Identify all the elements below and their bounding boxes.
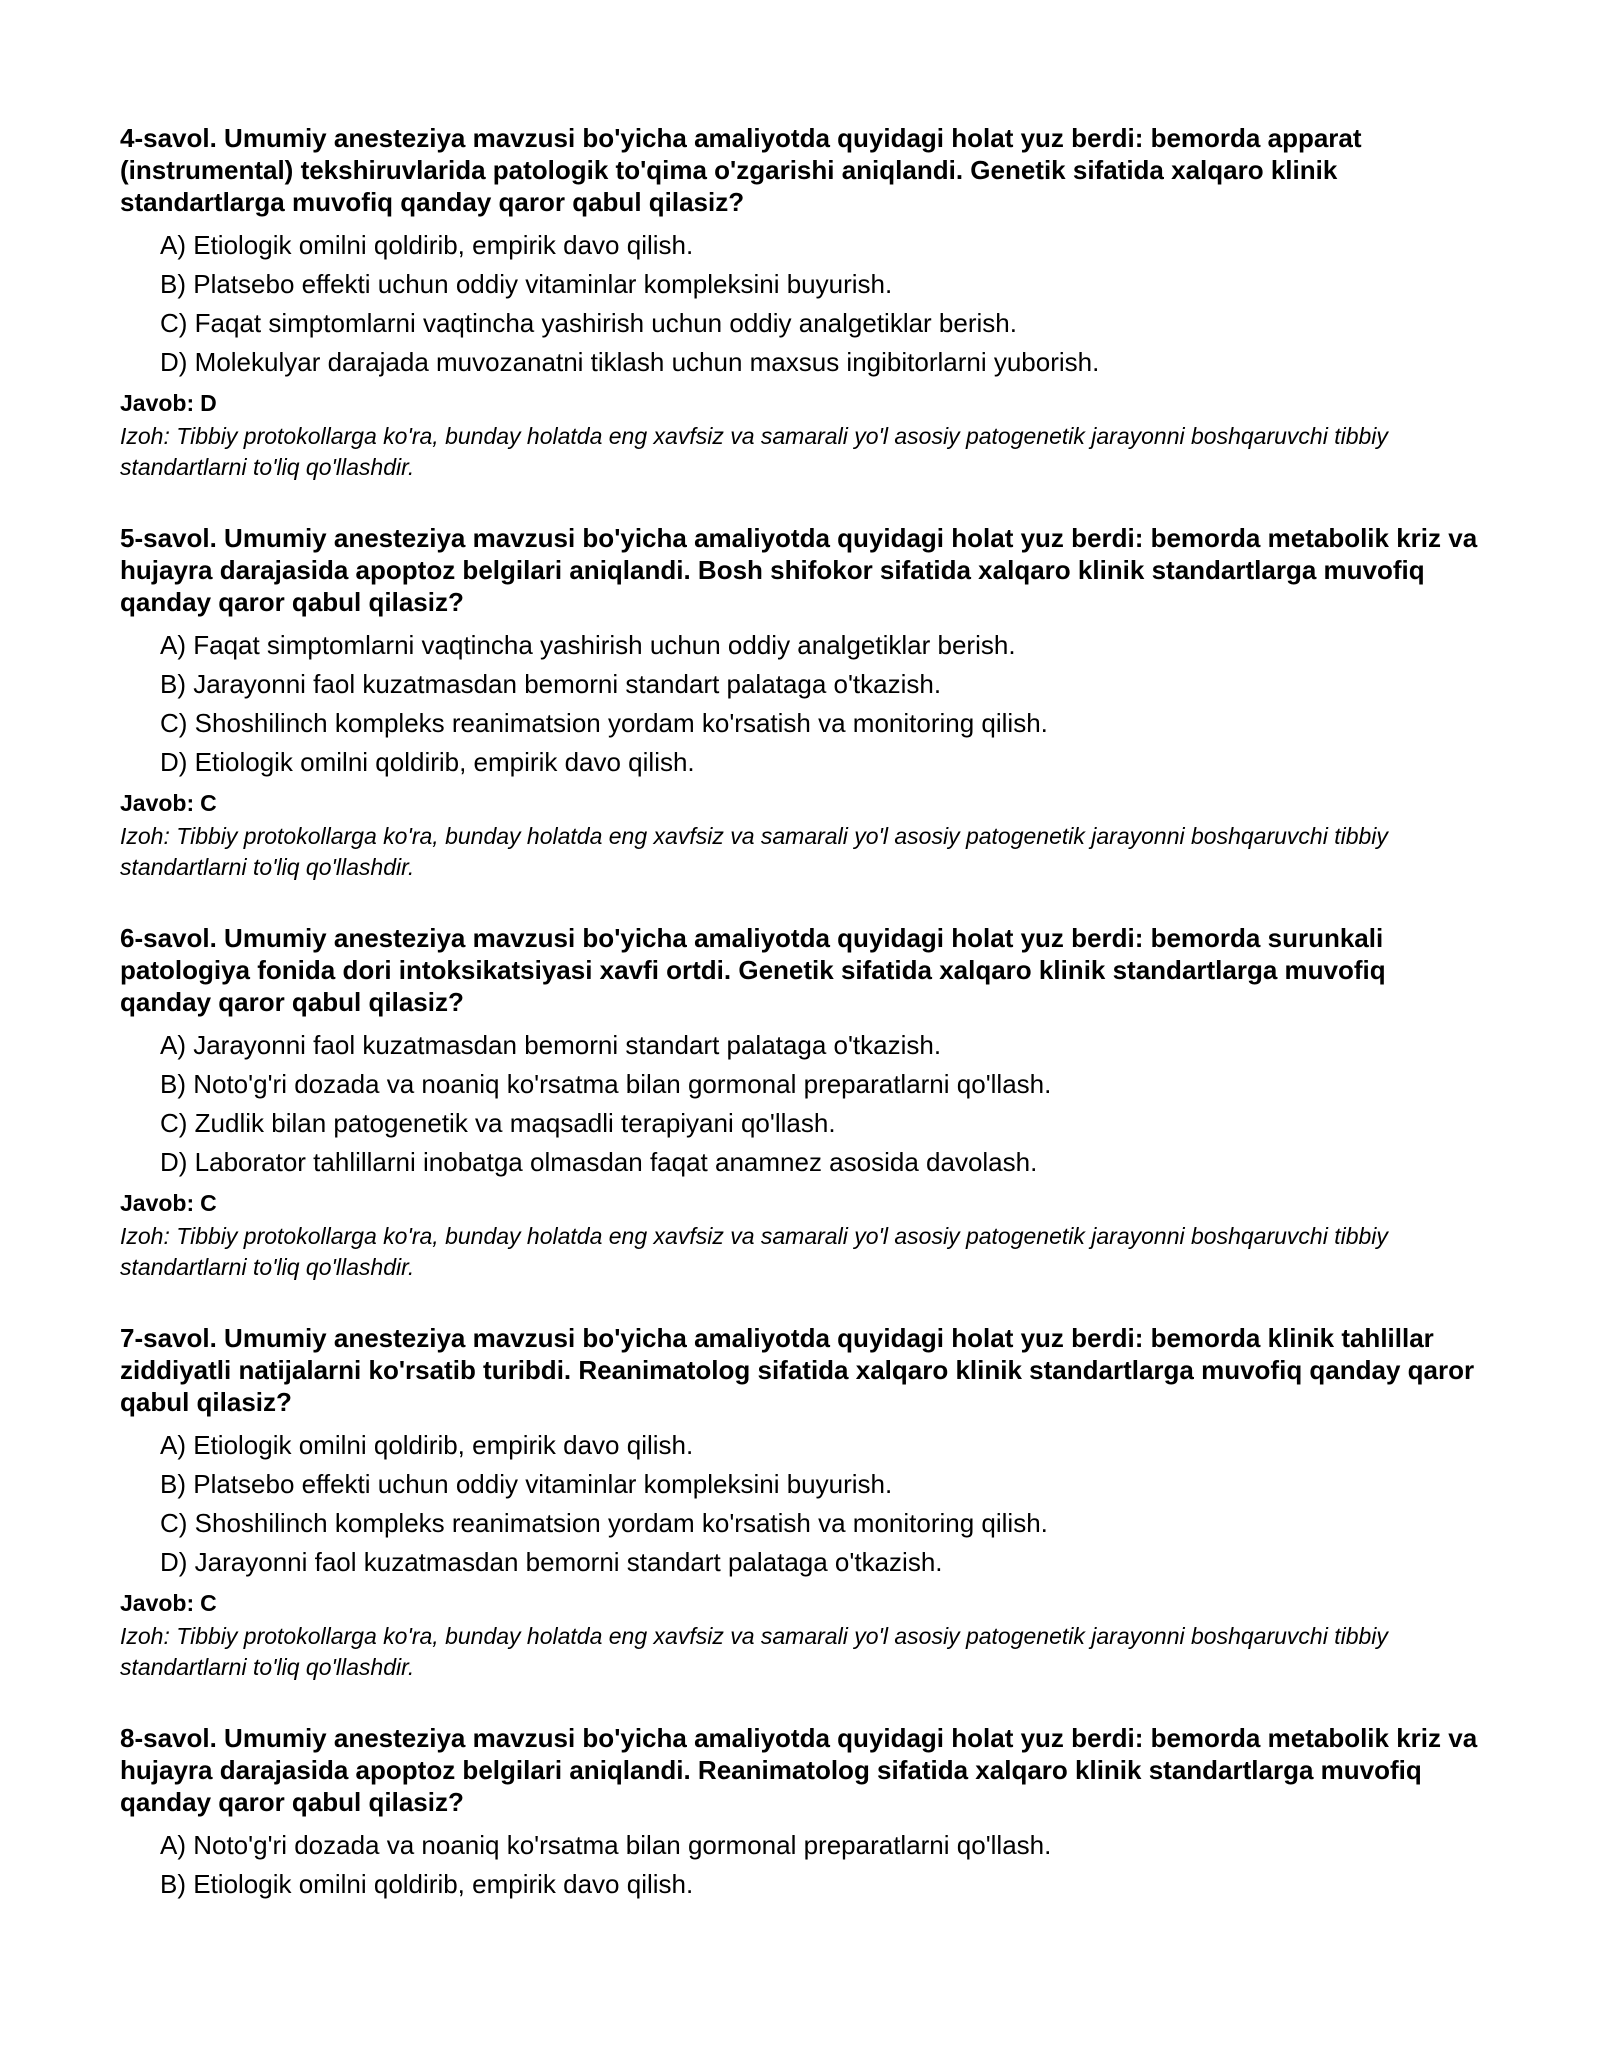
option-d: D) Jarayonni faol kuzatmasdan bemorni standart palataga o'tkazish. bbox=[160, 1547, 943, 1577]
options-list bbox=[120, 626, 1480, 782]
question-title: 6-savol. Umumiy anesteziya mavzusi bo'yicha amaliyotda quyidagi holat yuz berdi: bemorda surunkali patologiya fonida dori intoksikatsiyasi xavfi ortdi. Genetik sifatida xalqaro klinik standartlarga muvofiq qanday qaror qabul qilasiz? bbox=[120, 923, 1386, 1017]
explanation-note: Izoh: Tibbiy protokollarga ko'ra, bunday holatda eng xavfsiz va samarali yo'l asosiy patogenetik jarayonni boshqaruvchi tibbiy standartlarni to'liq qo'llashdir. bbox=[120, 1223, 1388, 1280]
answer-label: Javob: bbox=[120, 1190, 195, 1216]
option-d: D) Etiologik omilni qoldirib, empirik davo qilish. bbox=[160, 747, 695, 777]
explanation-note: Izoh: Tibbiy protokollarga ko'ra, bunday holatda eng xavfsiz va samarali yo'l asosiy patogenetik jarayonni boshqaruvchi tibbiy standartlarni to'liq qo'llashdir. bbox=[120, 823, 1388, 880]
question-block-5 bbox=[120, 522, 1480, 883]
answer-line bbox=[120, 388, 1480, 418]
question-title: 5-savol. Umumiy anesteziya mavzusi bo'yicha amaliyotda quyidagi holat yuz berdi: bemorda metabolik kriz va hujayra darajasida apoptoz belgilari aniqlandi. Bosh shifokor sifatida xalqaro klinik standartlarga muvofiq qanday qaror qabul qilasiz? bbox=[120, 523, 1478, 617]
question-block-6 bbox=[120, 922, 1480, 1283]
answer-letter: D bbox=[200, 390, 217, 416]
option-a: A) Faqat simptomlarni vaqtincha yashirish uchun oddiy analgetiklar berish. bbox=[160, 630, 1016, 660]
question-title: 8-savol. Umumiy anesteziya mavzusi bo'yicha amaliyotda quyidagi holat yuz berdi: bemorda metabolik kriz va hujayra darajasida apoptoz belgilari aniqlandi. Reanimatolog sifatida xalqaro klinik standartlarga muvofiq qanday qaror qabul qilasiz? bbox=[120, 1723, 1478, 1817]
option-b: B) Platsebo effekti uchun oddiy vitaminlar kompleksini buyurish. bbox=[160, 1469, 893, 1499]
option-a: A) Etiologik omilni qoldirib, empirik davo qilish. bbox=[160, 1430, 694, 1460]
option-c: C) Shoshilinch kompleks reanimatsion yordam ko'rsatish va monitoring qilish. bbox=[160, 708, 1048, 738]
options-list bbox=[120, 1026, 1480, 1182]
option-a: A) Etiologik omilni qoldirib, empirik davo qilish. bbox=[160, 230, 694, 260]
answer-label: Javob: bbox=[120, 1590, 195, 1616]
answer-label: Javob: bbox=[120, 790, 195, 816]
answer-line bbox=[120, 1588, 1480, 1618]
answer-line bbox=[120, 1188, 1480, 1218]
options-list bbox=[120, 226, 1480, 382]
option-b: B) Jarayonni faol kuzatmasdan bemorni standart palataga o'tkazish. bbox=[160, 669, 942, 699]
option-a: A) Jarayonni faol kuzatmasdan bemorni standart palataga o'tkazish. bbox=[160, 1030, 942, 1060]
explanation-note: Izoh: Tibbiy protokollarga ko'ra, bunday holatda eng xavfsiz va samarali yo'l asosiy patogenetik jarayonni boshqaruvchi tibbiy standartlarni to'liq qo'llashdir. bbox=[120, 423, 1388, 480]
document-page bbox=[120, 122, 1480, 1943]
question-block-7 bbox=[120, 1322, 1480, 1683]
question-title: 7-savol. Umumiy anesteziya mavzusi bo'yicha amaliyotda quyidagi holat yuz berdi: bemorda klinik tahlillar ziddiyatli natijalarni ko'rsatib turibdi. Reanimatolog sifatida xalqaro klinik standartlarga muvofiq qanday qaror qabul qilasiz? bbox=[120, 1323, 1475, 1417]
answer-label: Javob: bbox=[120, 390, 195, 416]
question-title: 4-savol. Umumiy anesteziya mavzusi bo'yicha amaliyotda quyidagi holat yuz berdi: bemorda apparat (instrumental) tekshiruvlarida patologik to'qima o'zgarishi aniqlandi. Genetik sifatida xalqaro klinik standartlarga muvofiq qanday qaror qabul qilasiz? bbox=[120, 123, 1362, 217]
options-list bbox=[120, 1426, 1480, 1582]
option-d: D) Laborator tahlillarni inobatga olmasdan faqat anamnez asosida davolash. bbox=[160, 1147, 1038, 1177]
question-block-4 bbox=[120, 122, 1480, 483]
option-b: B) Noto'g'ri dozada va noaniq ko'rsatma bilan gormonal preparatlarni qo'llash. bbox=[160, 1069, 1052, 1099]
options-list bbox=[120, 1826, 1480, 1904]
answer-letter: C bbox=[200, 1590, 217, 1616]
option-c: C) Zudlik bilan patogenetik va maqsadli terapiyani qo'llash. bbox=[160, 1108, 836, 1138]
option-a: A) Noto'g'ri dozada va noaniq ko'rsatma bilan gormonal preparatlarni qo'llash. bbox=[160, 1830, 1052, 1860]
option-d: D) Molekulyar darajada muvozanatni tiklash uchun maxsus ingibitorlarni yuborish. bbox=[160, 347, 1100, 377]
option-b: B) Etiologik omilni qoldirib, empirik davo qilish. bbox=[160, 1869, 694, 1899]
explanation-note: Izoh: Tibbiy protokollarga ko'ra, bunday holatda eng xavfsiz va samarali yo'l asosiy patogenetik jarayonni boshqaruvchi tibbiy standartlarni to'liq qo'llashdir. bbox=[120, 1623, 1388, 1680]
answer-letter: C bbox=[200, 1190, 217, 1216]
option-c: C) Shoshilinch kompleks reanimatsion yordam ko'rsatish va monitoring qilish. bbox=[160, 1508, 1048, 1538]
option-b: B) Platsebo effekti uchun oddiy vitaminlar kompleksini buyurish. bbox=[160, 269, 893, 299]
option-c: C) Faqat simptomlarni vaqtincha yashirish uchun oddiy analgetiklar berish. bbox=[160, 308, 1017, 338]
answer-line bbox=[120, 788, 1480, 818]
question-block-8 bbox=[120, 1722, 1480, 1904]
answer-letter: C bbox=[200, 790, 217, 816]
